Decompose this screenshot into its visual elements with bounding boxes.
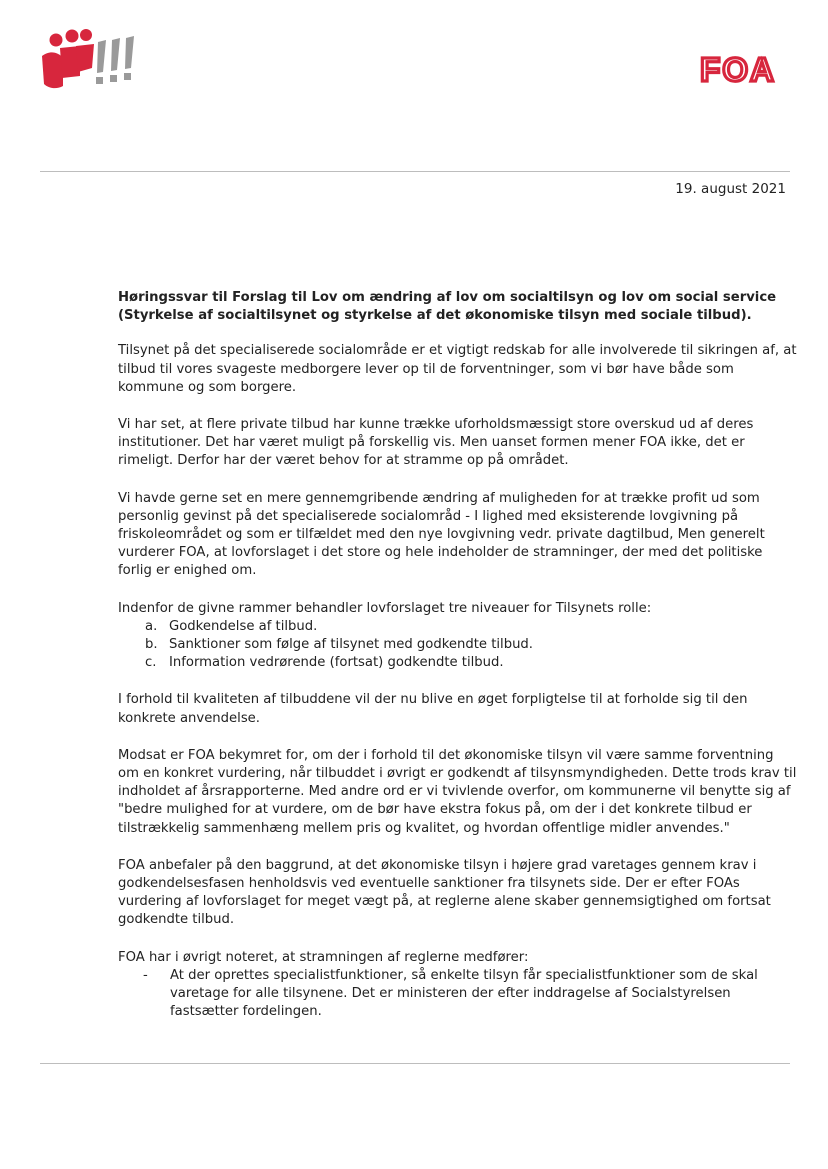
list-item bbox=[143, 967, 798, 1022]
consequences-list bbox=[118, 967, 798, 1022]
list-item bbox=[145, 654, 798, 672]
list-marker: c. bbox=[145, 655, 157, 671]
list-item bbox=[145, 618, 798, 636]
letter-title-line-1: Høringssvar til Forslag til Lov om ændring af lov om socialtilsyn og lov om social service bbox=[118, 290, 777, 305]
letter-body bbox=[118, 289, 798, 1022]
letter-title-line-2: (Styrkelse af socialtilsynet og styrkelse af det økonomiske tilsyn med sociale tilbud). bbox=[118, 308, 752, 324]
paragraph-2: Vi har set, at flere private tilbud har kunne trække uforholdsmæssigt store overskud ud af deres institutioner. Det har været muligt på forskellig vis. Men uanset formen mener FOA ikke, det er rimeligt. Derfor har der været behov for at stramme op på området. bbox=[118, 417, 754, 469]
list-item-text: Sanktioner som følge af tilsynet med godkendte tilbud. bbox=[169, 637, 533, 653]
footer-divider bbox=[40, 1063, 790, 1064]
list-item bbox=[145, 636, 798, 654]
list-item-text: Godkendelse af tilbud. bbox=[169, 618, 318, 634]
paragraph-8-intro: FOA har i øvrigt noteret, at stramningen af reglerne medfører: bbox=[118, 949, 529, 965]
role-levels-list bbox=[118, 618, 798, 673]
letter-title bbox=[118, 289, 798, 325]
paragraph-1: Tilsynet på det specialiserede socialområde er et vigtigt redskab for alle involverede til sikringen af, at tilbud til vores svageste medborgere lever op til de forventninger, som vi bør have både som kommune og som borgere. bbox=[118, 343, 797, 395]
header-divider bbox=[40, 171, 790, 172]
list-item-text: Information vedrørende (fortsat) godkendte tilbud. bbox=[169, 655, 504, 671]
paragraph-3: Vi havde gerne set en mere gennemgribende ændring af muligheden for at trække profit ud som personlig gevinst på det specialiserede socialområd - I lighed med eksisterende lovgivning på friskoleområdet og som er tilfældet med den nye lovgivning vedr. private dagtilbud, Men generelt vurderer FOA, at lovforslaget i det store og hele indeholder de stramninger, der med det politiske forlig er enighed om. bbox=[118, 490, 765, 579]
letter-date: 19. august 2021 bbox=[675, 181, 786, 197]
paragraph-4-intro: Indenfor de givne rammer behandler lovforslaget tre niveauer for Tilsynets rolle: bbox=[118, 600, 652, 616]
list-marker: - bbox=[143, 967, 148, 983]
list-item-text: At der oprettes specialistfunktioner, så enkelte tilsyn får specialistfunktioner som de skal varetage for alle tilsynene. Det er ministeren der efter inddragelse af Socialstyrelsen fastsætter fordelingen. bbox=[170, 967, 758, 1020]
paragraph-6: Modsat er FOA bekymret for, om der i forhold til det økonomiske tilsyn vil være samme forventning om en konkret vurdering, når tilbuddet i øvrigt er godkendt af tilsynsmyndigheden. Dette trods krav til indholdet af årsrapporterne. Med andre ord er vi tvivlende overfor, om kommunerne vil benytte sig af "bedre mulighed for at vurdere, om de bør have ekstra fokus på, om der i det konkrete tilbud er tilstrækkelig sammenhæng mellem pris og kvalitet, og hvordan offentlige midler anvendes." bbox=[118, 747, 797, 836]
foa-logo-text: FOA bbox=[700, 52, 776, 86]
paragraph-5: I forhold til kvaliteten af tilbuddene vil der nu blive en øget forpligtelse til at forholde sig til den konkrete anvendelse. bbox=[118, 692, 748, 726]
paragraph-7: FOA anbefaler på den baggrund, at det økonomiske tilsyn i højere grad varetages gennem krav i godkendelsesfasen henholdsvis ved eventuelle sanktioner fra tilsynets side. Der er efter FOAs vurdering af lovforslaget for meget vægt på, at reglerne alene skaber gennemsigtighed om fortsat godkendte tilbud. bbox=[118, 857, 771, 928]
list-marker: b. bbox=[145, 637, 158, 653]
foa-logo bbox=[688, 52, 788, 86]
union-logo-icon bbox=[36, 28, 148, 100]
list-marker: a. bbox=[145, 618, 158, 634]
